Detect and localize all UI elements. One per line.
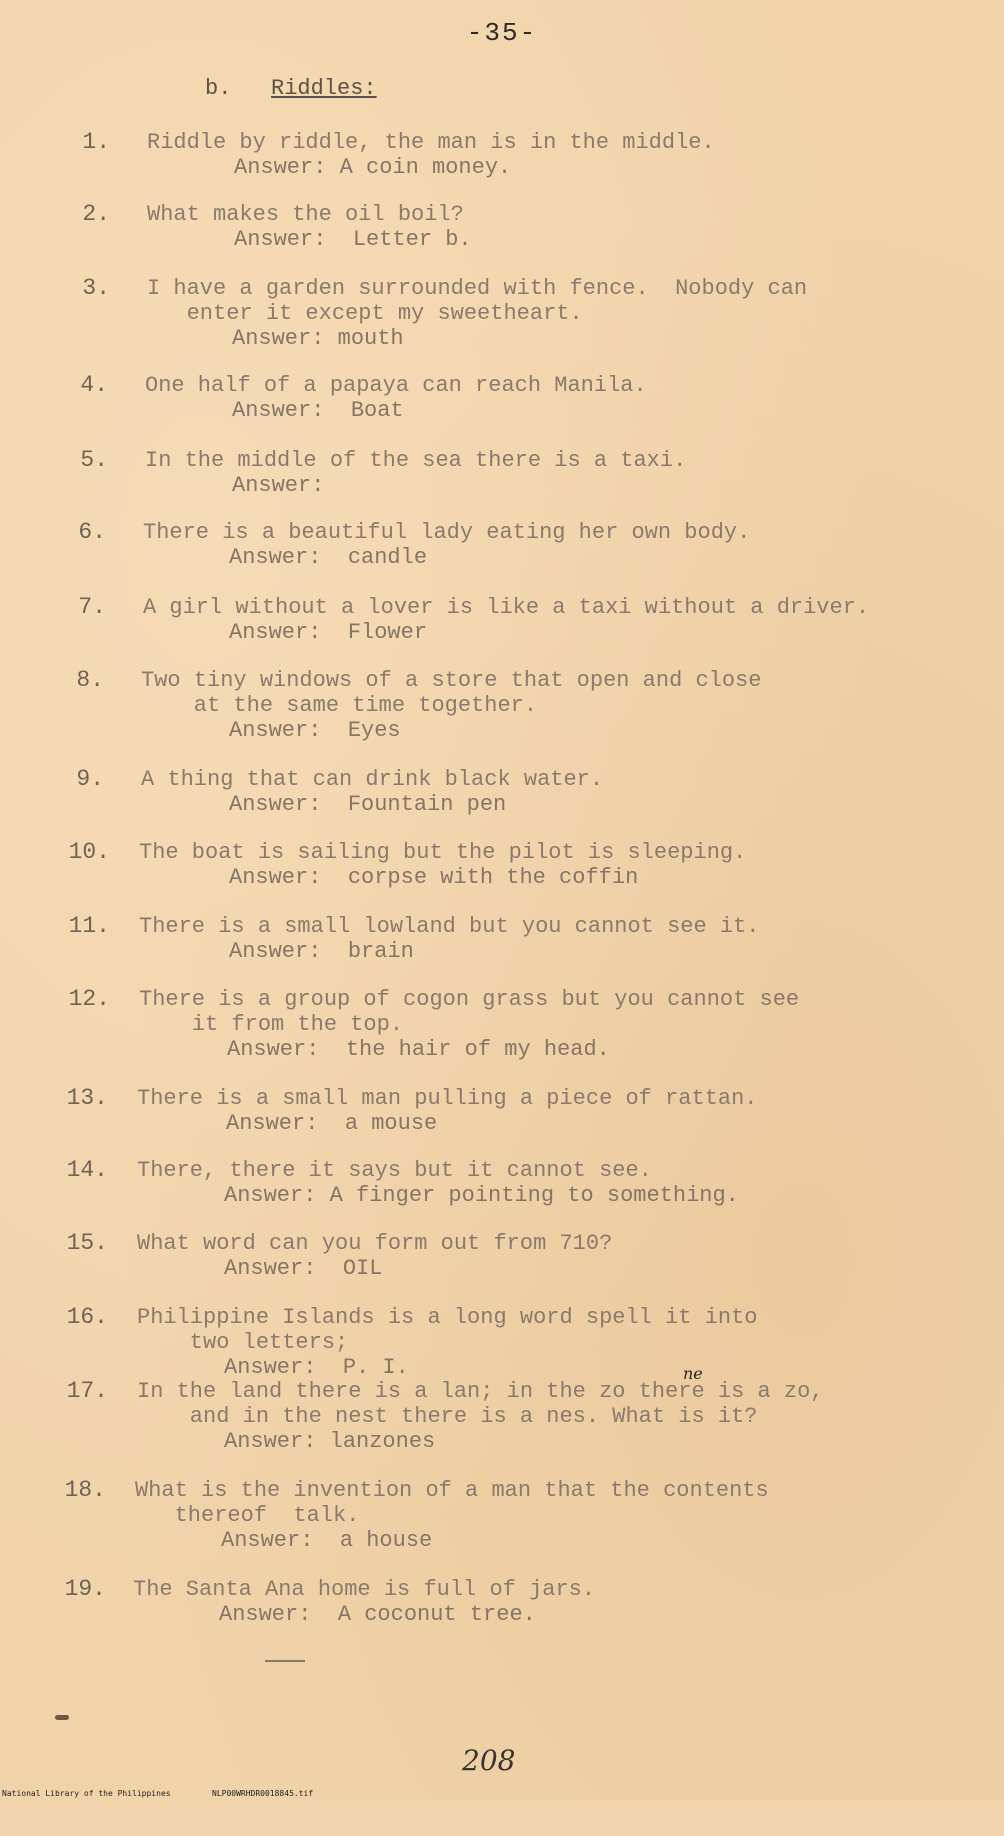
riddle-question: One half of a papaya can reach Manila. (145, 373, 647, 398)
handwritten-insert: ne (683, 1364, 703, 1383)
riddle-number: 17. (66, 1378, 108, 1404)
footer-filename: NLP00WRHDR0018845.tif (212, 1789, 314, 1798)
riddle-answer: Answer: corpse with the coffin (229, 865, 639, 890)
riddle-answer: Answer: P. I. (224, 1355, 409, 1380)
riddle-answer: Answer: Letter b. (234, 227, 472, 252)
riddle-answer: Answer: brain (229, 939, 414, 964)
riddle-question: In the middle of the sea there is a taxi. (145, 448, 687, 473)
riddle-number: 2. (82, 201, 110, 227)
riddle-question: The boat is sailing but the pilot is sleeping. (139, 840, 747, 865)
riddle-number: 5. (80, 447, 108, 473)
section-prefix: b. (205, 76, 232, 101)
riddle-answer: Answer: A finger pointing to something. (224, 1183, 739, 1208)
riddle-answer: Answer: Fountain pen (229, 792, 507, 817)
riddle-number: 19. (64, 1576, 106, 1602)
scan-footer (0, 1788, 1004, 1800)
riddle-answer: Answer: the hair of my head. (227, 1037, 610, 1062)
riddle-question: Philippine Islands is a long word spell it into two letters; (137, 1305, 758, 1355)
riddle-answer: Answer: Eyes (229, 718, 401, 743)
riddle-question: The Santa Ana home is full of jars. (133, 1577, 596, 1602)
riddle-number: 10. (68, 839, 110, 865)
riddle-question: There, there it says but it cannot see. (137, 1158, 652, 1183)
riddle-number: 18. (64, 1477, 106, 1503)
riddle-number: 7. (78, 594, 106, 620)
riddle-question: A thing that can drink black water. (141, 767, 604, 792)
riddle-question: Riddle by riddle, the man is in the middle. (147, 130, 715, 155)
riddle-answer: Answer: Boat (232, 398, 404, 423)
section-heading (205, 76, 377, 101)
riddle-number: 14. (66, 1157, 108, 1183)
riddle-question: There is a group of cogon grass but you cannot see it from the top. (139, 987, 800, 1037)
riddle-number: 1. (82, 129, 110, 155)
riddle-question: There is a small man pulling a piece of rattan. (137, 1086, 758, 1111)
riddle-question: What is the invention of a man that the contents thereof talk. (135, 1478, 769, 1528)
riddle-question: What word can you form out from 710? (137, 1231, 613, 1256)
riddle-number: 15. (66, 1230, 108, 1256)
riddle-question: In the land there is a lan; in the zo there is a zo, and in the nest there is a nes. What is it? (137, 1379, 824, 1429)
riddle-number: 9. (76, 766, 104, 792)
riddle-answer: Answer: lanzones (224, 1429, 436, 1454)
riddle-answer: Answer: Flower (229, 620, 428, 645)
end-dash (265, 1660, 305, 1662)
riddle-number: 6. (78, 519, 106, 545)
riddle-question: There is a small lowland but you cannot see it. (139, 914, 760, 939)
riddle-number: 4. (80, 372, 108, 398)
riddle-answer: Answer: candle (229, 545, 428, 570)
riddle-answer: Answer: OIL (224, 1256, 383, 1281)
riddle-number: 12. (68, 986, 110, 1012)
riddle-question: I have a garden surrounded with fence. Nobody can enter it except my sweetheart. (147, 276, 808, 326)
riddle-answer: Answer: a mouse (226, 1111, 438, 1136)
riddle-number: 11. (68, 913, 110, 939)
riddle-question: Two tiny windows of a store that open and close at the same time together. (141, 668, 762, 718)
riddle-answer: Answer: mouth (232, 326, 404, 351)
riddle-number: 13. (66, 1085, 108, 1111)
riddle-number: 3. (82, 275, 110, 301)
riddle-question: There is a beautiful lady eating her own body. (143, 520, 751, 545)
riddle-number: 16. (66, 1304, 108, 1330)
handwritten-page-number: 208 (462, 1744, 516, 1777)
ink-smudge (55, 1715, 69, 1720)
page-number: -35- (466, 18, 538, 48)
footer-source: National Library of the Philippines (2, 1789, 171, 1798)
riddle-number: 8. (76, 667, 104, 693)
riddle-question: What makes the oil boil? (147, 202, 464, 227)
riddle-answer: Answer: A coin money. (234, 155, 512, 180)
riddle-answer: Answer: a house (221, 1528, 433, 1553)
riddle-question: A girl without a lover is like a taxi without a driver. (143, 595, 870, 620)
riddle-answer: Answer: (232, 473, 325, 498)
section-title: Riddles: (271, 76, 377, 101)
riddle-answer: Answer: A coconut tree. (219, 1602, 536, 1627)
